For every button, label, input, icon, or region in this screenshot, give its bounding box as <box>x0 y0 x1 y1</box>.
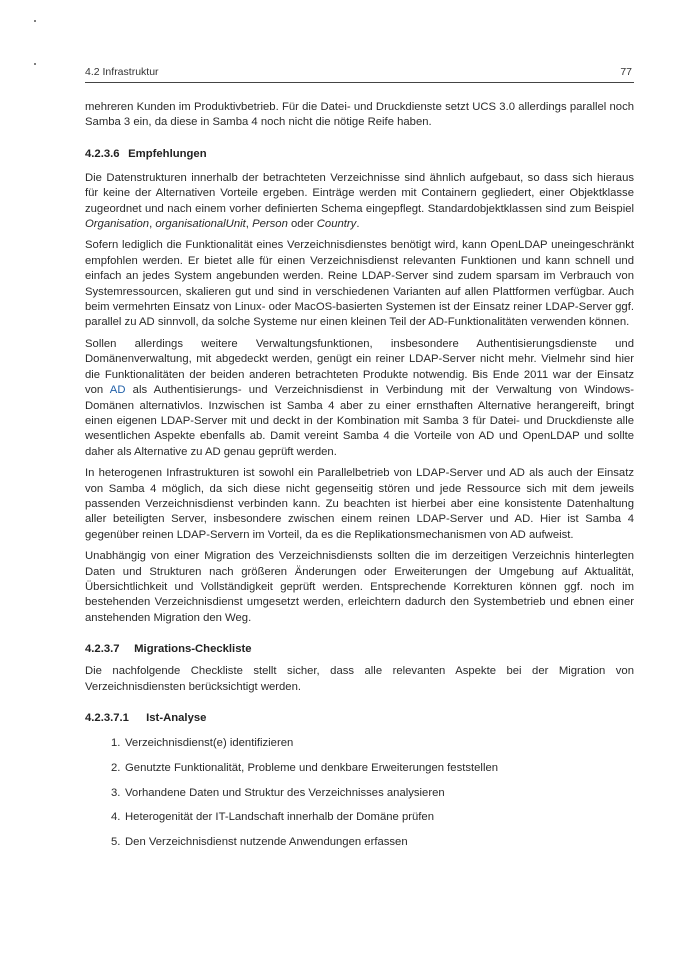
list-item-text: Den Verzeichnisdienst nutzende Anwendungen erfassen <box>125 836 408 849</box>
example-class: organisationalUnit <box>155 218 246 231</box>
paragraph-openldap: Sofern lediglich die Funktionalität eines Verzeichnisdienstes benötigt wird, kann OpenLDAP uneingeschränkt empfohlen werden. Er bietet alle für einen Verzeichnisdienst relevanten Funktionen und kann schnell und einfach an jedes System angebunden werden. Reine LDAP-Server sind zudem sparsam im Verbrauch von Systemressourcen, skalieren gut und sind in verschiedenen Varianten auf allen Plattformen verfügbar. Auch beim vermehrten Einsatz von Linux- oder MacOS-basierten Systemen ist der Einsatz reiner LDAP-Server ggf. parallel zu AD sinnvoll, da solche Systeme nur einen kleinen Teil der AD-Funktionalitäten verwenden können. <box>85 239 634 329</box>
scan-speck <box>34 63 36 65</box>
ist-analyse-list <box>85 736 634 850</box>
list-item <box>85 810 634 825</box>
paragraph-verwaltungsfunktionen: Sollen allerdings weitere Verwaltungsfunktionen, insbesondere Authentisierungsdienste und Domänenverwaltung, mit abgedeckt werden, genügt ein reiner LDAP-Server nicht mehr. Vielmehr sind hier die Funktionalitäten der beiden anderen betrachteten Produkte notwendig. Bis Ende 2011 war der Einsatz von AD als Authentisierungs- und Verzeichnisdienst in Verbindung mit der Verwaltung von Windows-Domänen alternativlos. Inzwischen ist Samba 4 aber zu einer ernsthaften Alternative herangereift, bringt einen eigenen LDAP-Server mit und deckt in der Kombination mit Samba 3 für Datei- und Druckdienste alle wesentlichen Aspekte ebenfalls ab. Damit vereint Samba 4 die Vorteile von AD und OpenLDAP und sollte daher als Alternative zu AD genau geprüft werden. <box>85 337 635 458</box>
page-body <box>85 100 634 860</box>
heading-number: 4.2.3.7.1 <box>85 712 129 724</box>
list-item-number: 2. <box>111 761 121 774</box>
heading-number: 4.2.3.6 <box>85 147 120 160</box>
example-class: Country <box>316 218 357 231</box>
heading-ist-analyse <box>85 711 634 726</box>
paragraph-datenstrukturen: Die Datenstrukturen innerhalb der betrachteten Verzeichnisse sind ähnlich aufgebaut, so dass sich hieraus für keine der Alternativen Vorteile ergeben. Einträge werden mit Containern gegliedert, einer Objektklasse zugeordnet und nach einem vorher definierten Schema eingepflegt. Standardobjektklassen sind zum Beispiel Organisation, organisationalUnit, Person oder Country. <box>85 171 634 231</box>
scan-speck <box>34 20 36 22</box>
list-item <box>85 736 634 751</box>
list-item-text: Genutzte Funktionalität, Probleme und denkbare Erweiterungen feststellen <box>125 761 499 774</box>
page-number: 77 <box>620 66 632 78</box>
list-item-number: 1. <box>111 737 121 749</box>
list-item-text: Heterogenität der IT-Landschaft innerhalb der Domäne prüfen <box>125 811 434 824</box>
paragraph-checkliste: Die nachfolgende Checkliste stellt sicher, dass alle relevanten Aspekte bei der Migration von Verzeichnisdiensten berücksichtigt werden. <box>85 665 634 693</box>
list-item-number: 4. <box>111 811 121 824</box>
ad-link[interactable]: AD <box>109 384 126 397</box>
list-item <box>85 835 634 850</box>
heading-title: Empfehlungen <box>128 147 207 160</box>
list-item-text: Verzeichnisdienst(e) identifizieren <box>125 737 294 749</box>
example-class: Person <box>252 218 288 231</box>
paragraph-heterogene-infrastrukturen: In heterogenen Infrastrukturen ist sowohl ein Parallelbetrieb von LDAP-Server und AD als auch der Einsatz von Samba 4 möglich, da sich diese nicht gegenseitig stören und jede Ressource sich mit dem jeweils passenden Verzeichnisdienst verbinden kann. Zu beachten ist hierbei aber eine konsistente Datenhaltung aller beteiligten Server, insbesondere zwischen einem reinen LDAP-Server und AD. Hier ist Samba 4 gegenüber reinen LDAP-Servern im Vorteil, da es die Replikationsmechanismen von AD aufweist. <box>85 467 634 541</box>
heading-title: Migrations-Checkliste <box>134 643 252 656</box>
list-item <box>85 761 634 776</box>
heading-empfehlungen <box>85 147 634 162</box>
heading-migrations-checkliste <box>85 642 634 657</box>
list-item-text: Vorhandene Daten und Struktur des Verzeichnisses analysieren <box>125 786 445 799</box>
list-item-number: 3. <box>111 786 121 799</box>
list-item-number: 5. <box>111 836 121 849</box>
example-class: Organisation <box>85 218 150 231</box>
header-section-title: 4.2 Infrastruktur <box>85 66 159 78</box>
running-header <box>85 64 634 83</box>
heading-title: Ist-Analyse <box>146 712 207 724</box>
paragraph-unabhaengig: Unabhängig von einer Migration des Verzeichnisdiensts sollten die im derzeitigen Verzeichnis hinterlegten Daten und Strukturen nach größeren Änderungen oder Erweiterungen der Umgebung auf Aktualität, Übersichtlichkeit und Vollständigkeit geprüft werden. Entsprechende Korrekturen können ggf. noch im bestehenden Verzeichnisdienst umgesetzt werden, erleichtern dadurch den Systembetrieb und ebnen einer anstehenden Migration den Weg. <box>85 550 634 624</box>
heading-number: 4.2.3.7 <box>85 643 120 656</box>
intro-paragraph: mehreren Kunden im Produktivbetrieb. Für die Datei- und Druckdienste setzt UCS 3.0 allerdings parallel noch Samba 3 ein, da diese in Samba 4 noch nicht die nötige Reife haben. <box>85 101 634 129</box>
list-item <box>85 786 634 801</box>
